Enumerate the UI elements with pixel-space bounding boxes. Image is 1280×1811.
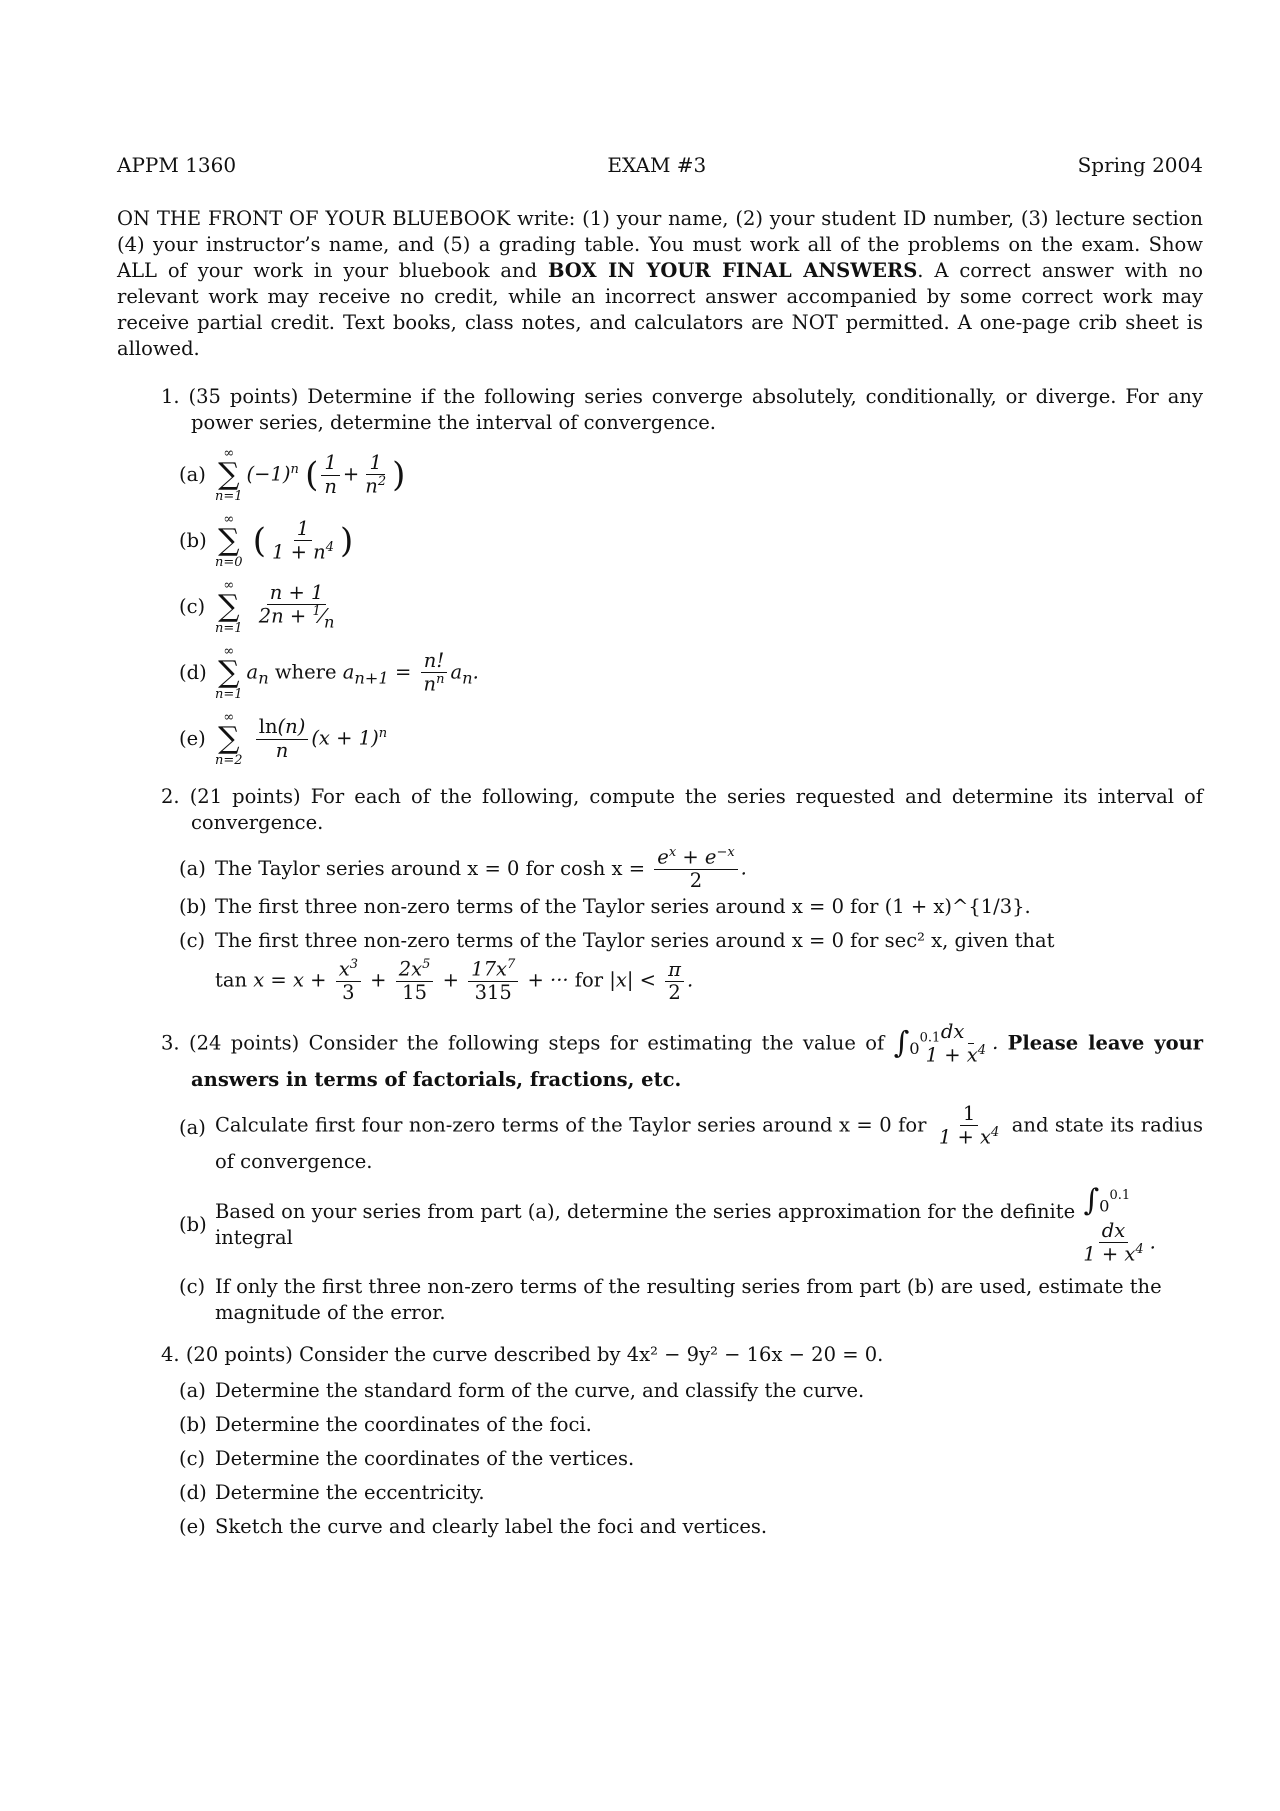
part-label: (c) <box>179 929 206 953</box>
problem-number: 1. <box>161 385 180 408</box>
series-formula: ∞ ∑ n=1 $a_n$ where $a_{n+1}$ = $\frac{n!}{n^n}$ $a_n$. <box>215 644 479 702</box>
part-label: (a) <box>179 1116 206 1140</box>
part-text: Based on your series from part (a), determine the series approximation for the definite integral <box>215 1199 1076 1249</box>
instructions-bold: BOX IN YOUR FINAL ANSWERS <box>547 259 918 282</box>
instructions <box>117 206 1203 362</box>
exam-title: EXAM #3 <box>607 153 707 177</box>
problem-bold-note: Please leave your answers in terms of factorials, fractions, etc. <box>191 1031 1204 1092</box>
tan-series-formula: tan x = x + $\frac{x^3}{3}$ + $\frac{2x^5}{15}$ + $\frac{17x^7}{315}$ + ··· for |x| < $\frac{\pi}{2}$ . <box>215 957 694 1005</box>
part-text: The Taylor series around x = 0 for cosh x = <box>215 857 646 881</box>
part-c <box>179 928 1203 958</box>
series-formula: ∞ ∑ n=1 $\frac{n + 1}{2n + ^1⁄_n}$ <box>215 578 335 636</box>
series-formula: ∞ ∑ n=2 $\frac{\ln(n)}{n}$ $(x + 1)^n$ <box>215 710 388 768</box>
cosh-formula: $\frac{e^x + e^{-x}}{2}$ . <box>645 846 747 892</box>
problem-1-parts <box>179 446 1203 768</box>
fraction: $\frac{1}{1 + x^4}$ <box>938 1102 1000 1149</box>
part-e <box>179 1514 1203 1544</box>
part-a <box>179 446 1203 504</box>
part-label: (a) <box>179 857 206 881</box>
part-label: (b) <box>179 529 207 552</box>
part-label: (e) <box>179 1515 206 1539</box>
part-text: If only the first three non-zero terms of the resulting series from part (b) are used, estimate the magnitude of the error. <box>215 1275 1162 1325</box>
part-label: (c) <box>179 1447 206 1471</box>
part-text: Sketch the curve and clearly label the foci and vertices. <box>215 1515 768 1539</box>
part-c <box>179 578 1203 636</box>
part-a <box>179 1103 1203 1175</box>
problem-4 <box>117 1342 1203 1544</box>
part-a <box>179 1378 1203 1408</box>
integral-formula: $\int_0^{0.1}$ $\frac{dx}{1 + x^4}$ . <box>1083 1183 1156 1266</box>
problem-3-parts <box>179 1103 1203 1326</box>
part-label: (b) <box>179 1212 207 1236</box>
part-label: (a) <box>179 1379 206 1403</box>
instructions-text: ON THE FRONT OF YOUR BLUEBOOK write: (1) your name, (2) your student ID number, (3) lecture section (4) your instructor’s name, and (5) a grading table. You must work all of the problems on the exam. Show ALL of your work in your bluebook and <box>117 207 1203 282</box>
part-e <box>179 710 1203 768</box>
part-text: Determine the eccentricity. <box>215 1481 485 1505</box>
problem-text: (20 points) Consider the curve described by 4x² − 9y² − 16x − 20 = 0. <box>185 1343 884 1367</box>
part-d <box>179 644 1203 702</box>
instructions-text-2: . A correct answer with no relevant work may receive no credit, while an incorrect answer accompanied by some correct work may receive partial credit. Text books, class notes, and calculators are NOT permitted. A one-page crib sheet is allowed. <box>117 259 1203 360</box>
problem-number: 4. <box>161 1343 180 1367</box>
series-formula: ∞ ∑ n=1 $(-1)^n$ ( $\frac{1}{n}$ + $\frac{1}{n^2}$ ) <box>215 446 406 504</box>
part-a <box>179 846 1203 892</box>
part-text: The first three non-zero terms of the Taylor series around x = 0 for sec² x, given that <box>215 929 1055 953</box>
part-label: (c) <box>179 1275 206 1299</box>
part-label: (c) <box>179 595 206 618</box>
series-formula: ∞ ∑ n=0 ( $\frac{1}{1 + n^4}$ ) <box>215 512 354 570</box>
part-label: (d) <box>179 1481 207 1505</box>
part-text-2: and state its radius of convergence. <box>215 1113 1203 1174</box>
part-b <box>179 894 1203 924</box>
problem-number: 2. <box>161 785 180 808</box>
part-label: (a) <box>179 463 206 486</box>
exam-header <box>117 152 1203 178</box>
part-label: (e) <box>179 727 206 750</box>
part-text: Determine the coordinates of the vertices. <box>215 1447 635 1471</box>
problem-3 <box>117 1021 1203 1326</box>
part-c <box>179 1446 1203 1476</box>
integral-formula: $\int_0^{0.1}$ $\frac{dx}{1 + x^4}$ . <box>893 1019 999 1067</box>
part-label: (b) <box>179 895 207 919</box>
part-text: Determine the coordinates of the foci. <box>215 1413 592 1437</box>
exam-page <box>117 152 1203 1560</box>
problem-number: 3. <box>161 1031 180 1055</box>
part-b <box>179 512 1203 570</box>
part-text: The first three non-zero terms of the Taylor series around x = 0 for (1 + x)^{1/3}. <box>215 895 1031 919</box>
part-b <box>179 1183 1203 1266</box>
part-text: Determine the standard form of the curve, and classify the curve. <box>215 1379 865 1403</box>
part-label: (d) <box>179 661 207 684</box>
part-b <box>179 1412 1203 1442</box>
problem-text: (21 points) For each of the following, compute the series requested and determine its interval of convergence. <box>189 785 1204 834</box>
part-c <box>179 1274 1203 1326</box>
problem-text: (24 points) Consider the following steps for estimating the value of <box>188 1031 885 1055</box>
part-text: Calculate first four non-zero terms of the Taylor series around x = 0 for <box>215 1113 927 1137</box>
problem-4-parts <box>179 1378 1203 1544</box>
problem-2-parts <box>179 846 1203 1005</box>
problem-2 <box>117 784 1203 1005</box>
course-number: APPM 1360 <box>117 153 237 177</box>
exam-term: Spring 2004 <box>1077 153 1203 177</box>
part-d <box>179 1480 1203 1510</box>
problem-text: (35 points) Determine if the following series converge absolutely, conditionally, or diverge. For any power series, determine the interval of convergence. <box>188 385 1204 434</box>
part-label: (b) <box>179 1413 207 1437</box>
problem-1 <box>117 384 1203 768</box>
